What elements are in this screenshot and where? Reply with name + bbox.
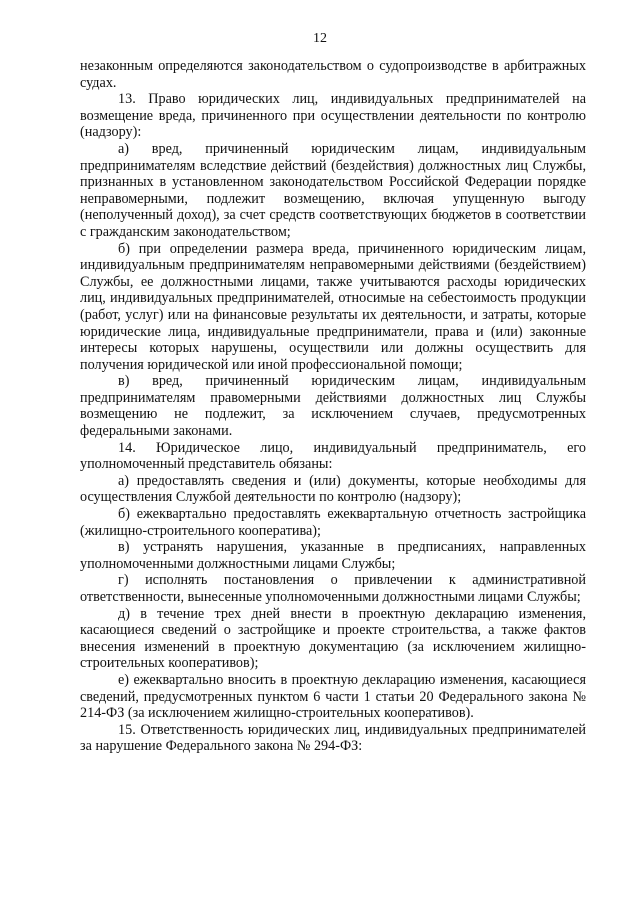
paragraph: незаконным определяются законодательством о судопроизводстве в арбитражных судах. [80,58,586,91]
paragraph: а) вред, причиненный юридическим лицам, индивидуальным предпринимателям вследствие действий (бездействия) должностных лиц Службы, признанных в установленном законодательством Российской Федерации порядке неправомерными, подлежит возмещению, включая упущенную выгоду (неполученный доход), за счет средств соответствующих бюджетов в соответствии с гражданским законодательством; [80,140,586,240]
document-body [80,58,586,755]
paragraph: 13. Право юридических лиц, индивидуальных предпринимателей на возмещение вреда, причиненного при осуществлении деятельности по контролю (надзору): [80,91,586,141]
paragraph: б) ежеквартально предоставлять ежеквартальную отчетность застройщика (жилищно-строительного кооператива); [80,506,586,539]
paragraph: в) устранять нарушения, указанные в предписаниях, направленных уполномоченными должностными лицами Службы; [80,539,586,572]
paragraph: 15. Ответственность юридических лиц, индивидуальных предпринимателей за нарушение Федерального закона № 294-ФЗ: [80,721,586,755]
paragraph: е) ежеквартально вносить в проектную декларацию изменения, касающиеся сведений, предусмотренных пунктом 6 части 1 статьи 20 Федерального закона № 214-ФЗ (за исключением жилищно-строительных кооперативов). [80,671,586,722]
page-number: 12 [313,31,327,46]
paragraph: в) вред, причиненный юридическим лицам, индивидуальным предпринимателям правомерными действиями должностных лиц Службы возмещению не подлежит, за исключением случаев, предусмотренных федеральными законами. [80,373,586,440]
paragraph: 14. Юридическое лицо, индивидуальный предприниматель, его уполномоченный представитель обязаны: [80,439,586,473]
paragraph: б) при определении размера вреда, причиненного юридическим лицам, индивидуальным предпринимателям неправомерными действиями (бездействием) Службы, ее должностными лицами, также учитываются расходы юридических лиц, индивидуальных предпринимателей, относимые на себестоимость продукции (работ, услуг) или на финансовые результаты их деятельности, и затраты, которые юридические лица, индивидуальные предприниматели, права и (или) законные интересы которых нарушены, осуществили или должны осуществить для получения юридической или иной профессиональной помощи; [80,240,586,373]
paragraph: г) исполнять постановления о привлечении к административной ответственности, вынесенные уполномоченными должностными лицами Службы; [80,572,586,605]
paragraph: д) в течение трех дней внести в проектную декларацию изменения, касающиеся сведений о застройщике и проекте строительства, а также фактов внесения изменений в проектную документацию (за исключением жилищно-строительных кооперативов); [80,605,586,672]
paragraph: а) предоставлять сведения и (или) документы, которые необходимы для осуществления Службой деятельности по контролю (надзору); [80,472,586,506]
